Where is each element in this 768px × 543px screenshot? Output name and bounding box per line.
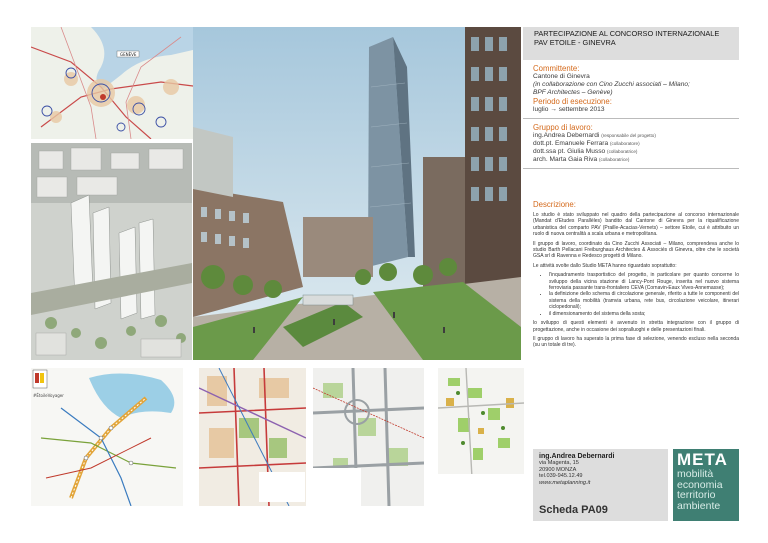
meta-logo bbox=[673, 449, 739, 521]
activity-item: • il dimensionamento del sistema della sosta; bbox=[549, 311, 739, 317]
team-member bbox=[533, 148, 739, 156]
divider bbox=[523, 168, 739, 169]
member-role: (collaboratore) bbox=[609, 141, 640, 146]
period-value bbox=[533, 106, 739, 114]
contact-box bbox=[533, 449, 668, 521]
client-collab-2: BPF Architectes – Genève) bbox=[533, 89, 613, 96]
contact-website-link[interactable]: www.metaplanning.it bbox=[539, 479, 591, 486]
activity-item: • l'inquadramento trasportistico del progetto, in particolare per quanto concerne lo sviluppo della vicina stazione di Lancy-Pont Rouge, inserita nel nuovo sistema ferroviaria passante trans-frontaliero CEVA (Cornavin-Eaux Vives-Annemasse); bbox=[549, 272, 739, 291]
sheet-number: Scheda PA09 bbox=[539, 504, 608, 516]
member-role: (collaboratrice) bbox=[598, 157, 630, 162]
meta-tagline: territorio bbox=[677, 489, 716, 501]
urban-plan-map-2 bbox=[313, 368, 424, 506]
transit-network-map bbox=[31, 368, 183, 506]
description-section bbox=[533, 200, 739, 352]
meta-tagline: economia bbox=[677, 478, 723, 491]
map-legend bbox=[313, 468, 361, 506]
description-paragraph: Le attività svolte dallo Studio META hanno riguardato soprattutto: bbox=[533, 262, 677, 269]
client-heading: Committente: bbox=[533, 64, 580, 73]
client-collab: (in collaborazione con Cino Zucchi associati – Milano; bbox=[533, 81, 690, 88]
project-title-box bbox=[523, 27, 739, 60]
divider bbox=[523, 118, 739, 119]
geneva-label: GENÈVE bbox=[120, 52, 137, 57]
period-start: luglio bbox=[533, 106, 549, 113]
map-legend bbox=[259, 472, 305, 502]
description-paragraph: Il gruppo di lavoro, coordinato da Cino Zucchi Associati – Milano, comprendeva anche lo studio Barth Pellacani Freiburghaus Architectes & Associés di Ginevra, oltre che le società GSA srl di Ravenna e Redesco progetti di Milano. bbox=[533, 240, 739, 260]
client-name: Cantone di Ginevra bbox=[533, 73, 590, 80]
emblem-label: #ÉtoileVoyager bbox=[33, 393, 64, 398]
description-paragraph: Lo studio è stato sviluppato nel quadro della partecipazione al concorso internazionale (Mandat d'Etudes Parallèles) bandito dal Cantone di Ginevra per la riqualificazione urbanistica del comparto PAV (Praille-Acacias-Vernets) – settore Etoile, cui è attribuito un ruolo di nuova centralità a scala urbana e metropolitana. bbox=[533, 212, 739, 238]
period-end: settembre 2013 bbox=[558, 106, 605, 113]
member-name: dott.ssa pt. Giulia Musso bbox=[533, 148, 606, 155]
aerial-view-render bbox=[31, 143, 192, 360]
description-heading: Descrizione: bbox=[533, 200, 576, 209]
contact-name: ing.Andrea Debernardi bbox=[539, 453, 615, 460]
member-name: arch. Marta Gaia Riva bbox=[533, 156, 598, 163]
meta-tagline: mobilità bbox=[677, 468, 714, 480]
project-info bbox=[533, 64, 739, 169]
description-paragraph: lo sviluppo di questi elementi è avvenuto in stretta integrazione con il gruppo di progettazione, anche in occasione dei sopralluoghi e delle presentazioni finali. bbox=[533, 320, 739, 333]
activity-item: • la definizione dello schema di circolazione generale, riferito a tutte le componenti del sistema della mobilità (tramvia urbana, rete bus, circolazione veicolare, itinerari ciclopedonali); bbox=[549, 291, 739, 310]
contact-city: 20900 MONZA bbox=[539, 466, 577, 473]
hero-street-render bbox=[193, 27, 521, 360]
project-title-line2: PAV ETOILE - GINEVRA bbox=[534, 37, 616, 47]
member-name: dott.pt. Emanuele Ferrara bbox=[533, 140, 609, 147]
map-legend bbox=[438, 474, 524, 506]
activity-list bbox=[549, 272, 739, 317]
urban-plan-map-1 bbox=[199, 368, 306, 506]
regional-map bbox=[31, 27, 206, 139]
description-paragraph: Il gruppo di lavoro ha superato la prima fase di selezione, venendo escluso nella seconda (su un totale di tre). bbox=[533, 335, 739, 349]
arrow-icon: → bbox=[550, 106, 557, 113]
meta-logo-text: META bbox=[677, 450, 728, 469]
member-name: ing.Andrea Debernardi bbox=[533, 132, 600, 139]
team-member bbox=[533, 156, 739, 164]
contact-phone: tel.039-945.12.49 bbox=[539, 473, 583, 480]
member-role: (collaboratrice) bbox=[607, 149, 638, 154]
team-member bbox=[533, 132, 739, 140]
meta-tagline: ambiente bbox=[677, 499, 721, 512]
green-spaces-map bbox=[438, 368, 524, 506]
team-heading: Gruppo di lavoro: bbox=[533, 123, 593, 132]
contact-address: via Magenta, 15 bbox=[539, 460, 579, 466]
period-heading: Periodo di esecuzione: bbox=[533, 97, 612, 106]
team-member bbox=[533, 140, 739, 148]
member-role: (responsabile del progetto) bbox=[601, 133, 656, 138]
project-title-line1: PARTECIPAZIONE AL CONCORSO INTERNAZIONALE bbox=[534, 29, 720, 38]
